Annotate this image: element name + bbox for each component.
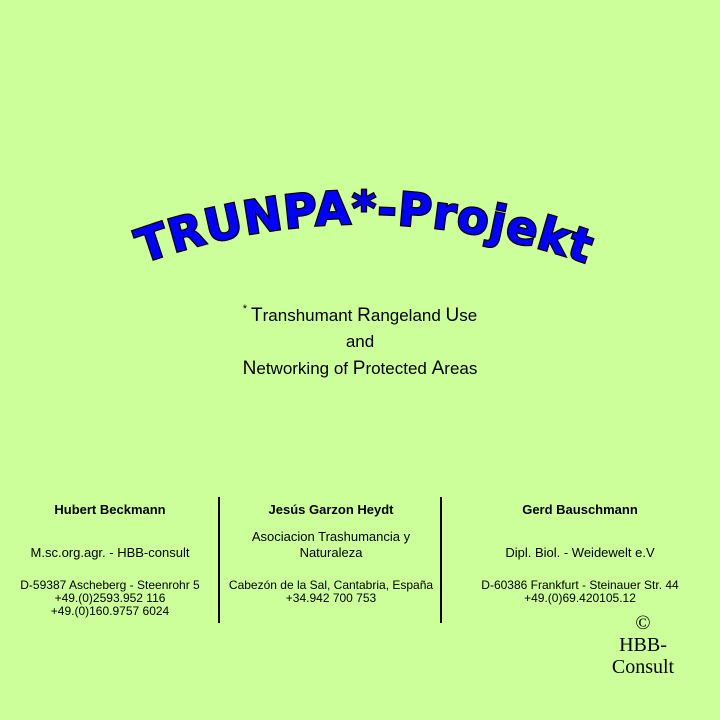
copyright-line-1: HBB- <box>619 634 667 656</box>
subtitle-line-3: Networking of Protected Areas <box>242 358 478 379</box>
subtitle-line-1: * Transhumant Rangeland Use <box>242 303 478 326</box>
copyright-symbol: © <box>635 612 651 634</box>
person-name: Gerd Bauschmann <box>522 502 638 517</box>
person-role: Asociacion Trashumancia y Naturaleza <box>251 529 411 560</box>
person-name: Hubert Beckmann <box>54 502 166 517</box>
column-divider-right <box>440 497 442 623</box>
person-column-1 <box>0 503 220 623</box>
svg-text:TRUNPA*-Projekt <box>129 181 601 274</box>
subtitle-and: and <box>345 332 375 351</box>
person-address: Cabezón de la Sal, Cantabria, España +34.942 700 753 <box>228 578 434 605</box>
person-role: Dipl. Biol. - Weidewelt e.V <box>505 545 655 560</box>
project-title-text: TRUNPA*-Projekt <box>129 180 601 274</box>
person-address: D-59387 Ascheberg - Steenrohr 5 +49.(0)2593.952 116 +49.(0)160.9757 6024 <box>20 578 200 618</box>
person-name: Jesús Garzon Heydt <box>268 502 394 517</box>
person-role: M.sc.org.agr. - HBB-consult <box>30 545 190 560</box>
person-column-3 <box>470 503 690 623</box>
footnote-star: * <box>242 303 248 315</box>
copyright-line-2: Consult <box>611 656 675 678</box>
column-divider-left <box>218 497 220 623</box>
person-address: D-60386 Frankfurt - Steinauer Str. 44 +49.(0)69.420105.12 <box>481 578 679 605</box>
person-column-2 <box>221 503 441 623</box>
copyright-notice <box>600 612 686 678</box>
project-title <box>0 180 720 290</box>
